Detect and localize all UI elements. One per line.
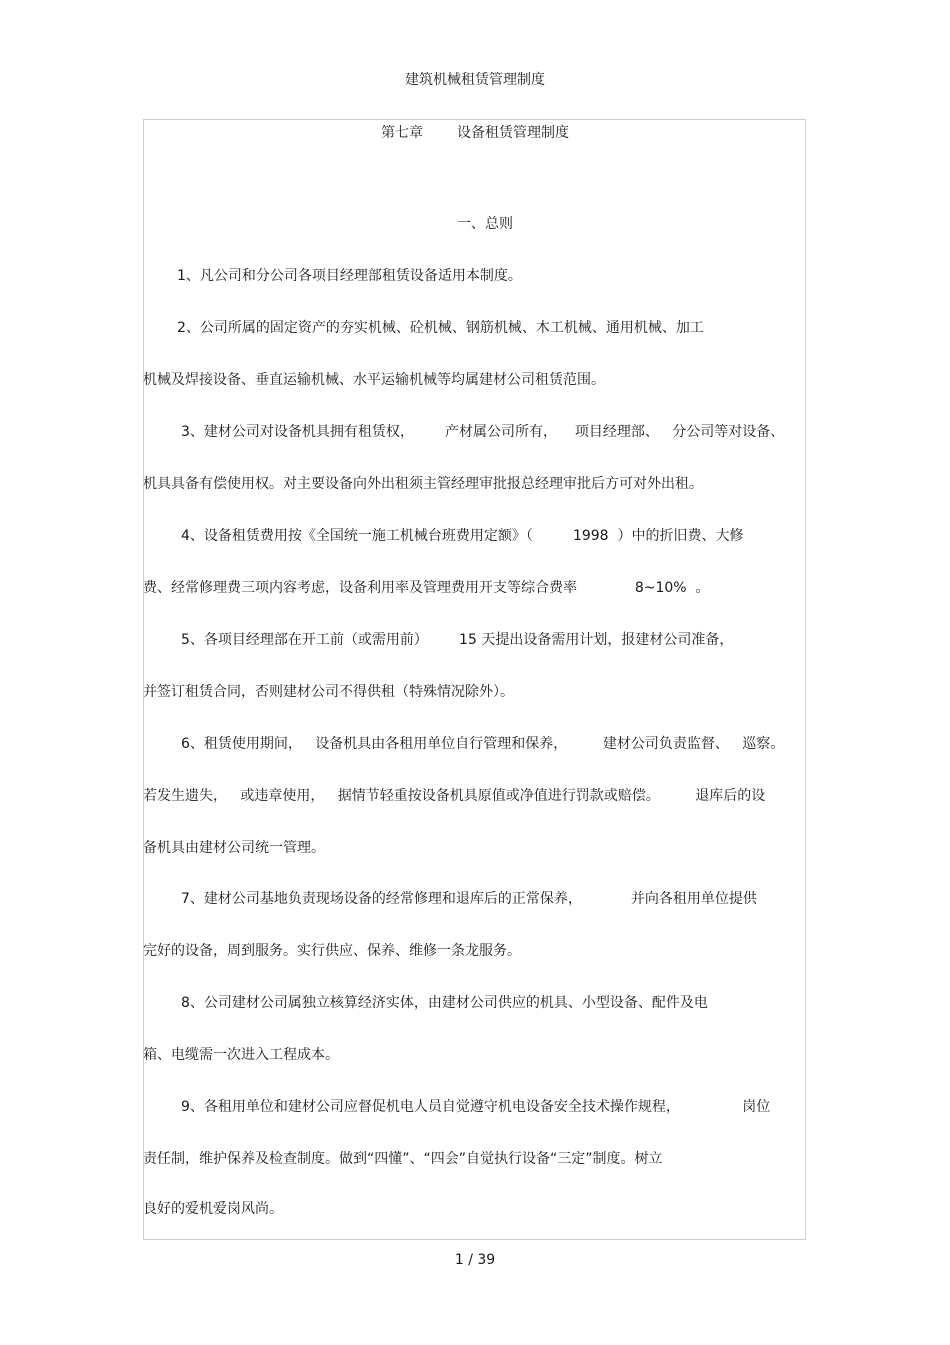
paragraph-line: 并签订租赁合同，否则建材公司不得供租（特殊情况除外）。 (143, 684, 514, 700)
paragraph-line: 良好的爱机爱岗风尚。 (143, 1201, 283, 1217)
paragraph-line: 备机具由建材公司统一管理。 (143, 840, 325, 856)
paragraph-line: 5、各项目经理部在开工前（或需用前） 15 天提出设备需用计划，报建材公司准备， (181, 632, 734, 648)
page-indicator (0, 1250, 950, 1270)
chapter-title: 设备租赁管理制度 (457, 125, 569, 141)
page-total: 39 (477, 1252, 496, 1268)
page-current: 1 (454, 1252, 464, 1268)
document-header: 建筑机械租赁管理制度 (405, 72, 545, 88)
paragraph-line: 责任制，维护保养及检查制度。做到“四懂”、“四会”自觉执行设备“三定”制度。树立 (143, 1151, 663, 1167)
paragraph-line: 费、经常修理费三项内容考虑，设备利用率及管理费用开支等综合费率 8~10% 。 (143, 580, 710, 596)
paragraph-line: 机械及焊接设备、垂直运输机械、水平运输机械等均属建材公司租赁范围。 (143, 372, 605, 388)
paragraph-line: 6、租赁使用期间， 设备机具由各租用单位自行管理和保养， 建材公司负责监督、 巡察。 (181, 736, 785, 752)
page-separator: / (468, 1252, 473, 1268)
paragraph-line: 9、各租用单位和建材公司应督促机电人员自觉遵守机电设备安全技术操作规程， 岗位 (181, 1099, 771, 1115)
paragraph-line: 若发生遗失， 或违章使用， 据情节轻重按设备机具原值或净值进行罚款或赔偿。 退库后的设 (143, 788, 766, 804)
section-heading: 一、总则 (457, 216, 513, 232)
paragraph-line: 3、建材公司对设备机具拥有租赁权， 产材属公司所有， 项目经理部、 分公司等对设备、 (181, 424, 785, 440)
chapter-heading (0, 123, 950, 143)
paragraph-line: 1、凡公司和分公司各项目经理部租赁设备适用本制度。 (177, 268, 522, 284)
paragraph-line: 7、建材公司基地负责现场设备的经常修理和退库后的正常保养， 并向各租用单位提供 (181, 891, 757, 907)
paragraph-line: 8、公司建材公司属独立核算经济实体，由建材公司供应的机具、小型设备、配件及电 (181, 995, 708, 1011)
paragraph-line: 4、设备租赁费用按《全国统一施工机械台班费用定额》（ 1998 ）中的折旧费、大修 (181, 528, 744, 544)
paragraph-line: 机具具备有偿使用权。对主要设备向外出租须主管经理审批报总经理审批后方可对外出租。 (143, 476, 703, 492)
content-frame (143, 119, 806, 1240)
paragraph-line: 完好的设备，周到服务。实行供应、保养、维修一条龙服务。 (143, 943, 521, 959)
chapter-number: 第七章 (381, 125, 423, 141)
paragraph-line: 箱、电缆需一次进入工程成本。 (143, 1047, 339, 1063)
paragraph-line: 2、公司所属的固定资产的夯实机械、砼机械、钢筋机械、木工机械、通用机械、加工 (177, 320, 704, 336)
